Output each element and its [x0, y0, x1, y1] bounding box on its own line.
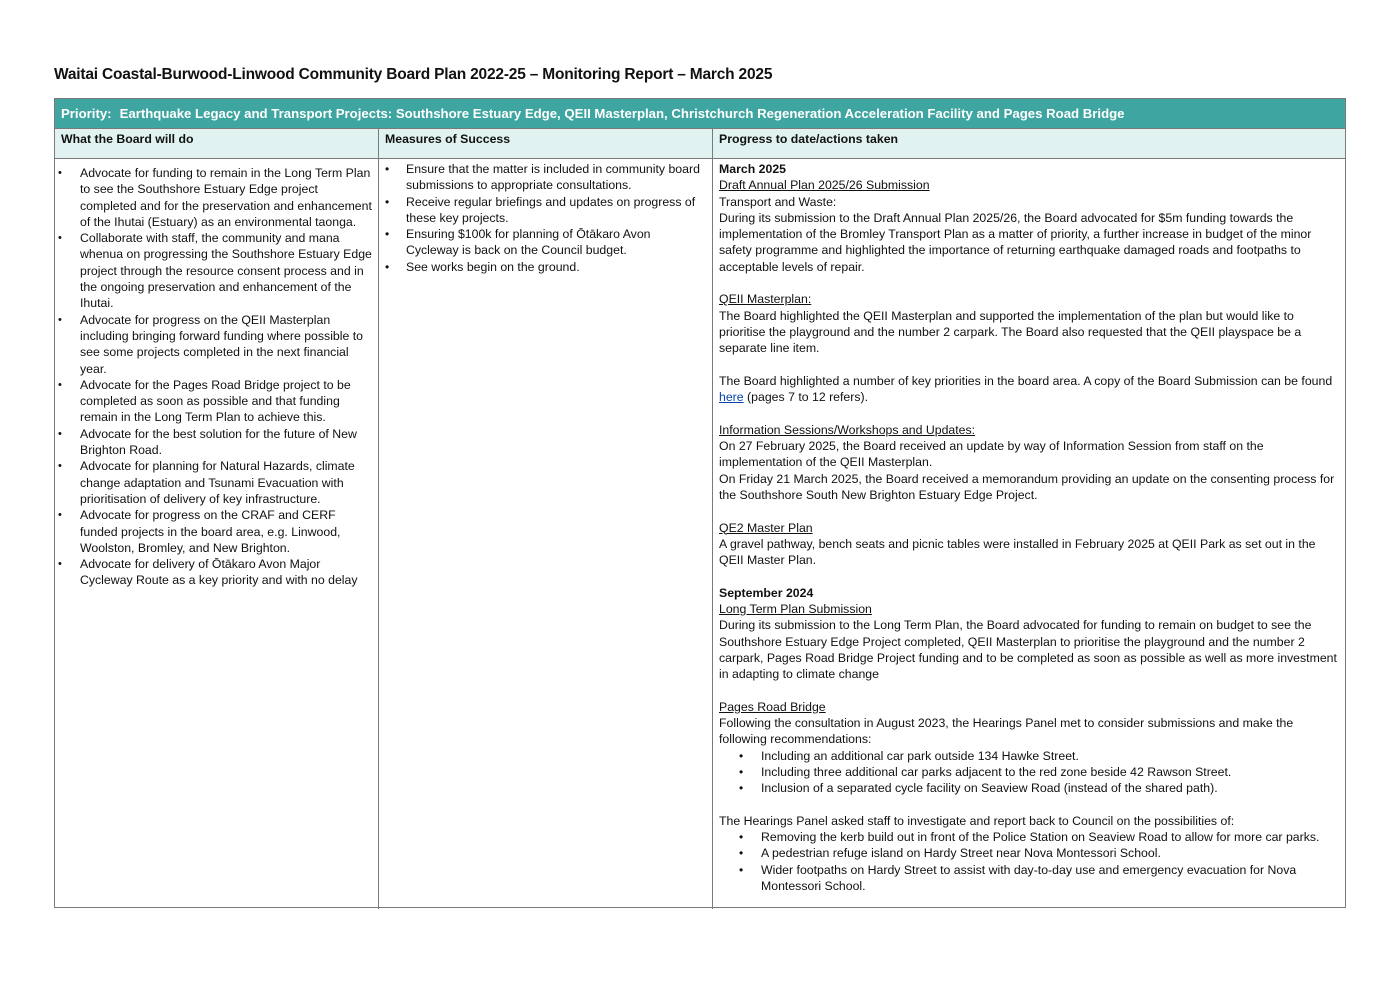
transport-label: Transport and Waste: — [719, 194, 837, 209]
measures-list — [379, 159, 712, 275]
list-item: • Ensure that the matter is included in community board submissions to appropriate consultations. — [379, 161, 706, 194]
list-item: • A pedestrian refuge island on Hardy Street near Nova Montessori School. — [719, 845, 1339, 861]
march-2025-heading: March 2025 — [719, 162, 786, 176]
page-title: Waitai Coastal-Burwood-Linwood Community Board Plan 2022-25 – Monitoring Report – March 2025 — [54, 66, 773, 83]
priority-label: Priority: — [61, 105, 112, 121]
draft-annual-plan-heading: Draft Annual Plan 2025/26 Submission — [719, 178, 930, 193]
pages-ref: (pages 7 to 12 refers). — [747, 390, 869, 405]
recommendations-list — [719, 748, 1339, 797]
priority-banner — [55, 99, 1345, 129]
info-text-1: On 27 February 2025, the Board received an update by way of Information Session from staff on the implementation of the QEII Masterplan. — [719, 439, 1264, 470]
table-header-row — [55, 129, 1345, 159]
priorities-text: The Board highlighted a number of key priorities in the board area. A copy of the Board Submission can be found — [719, 373, 1333, 388]
ltp-text: During its submission to the Long Term Plan, the Board advocated for funding to remain on budget to see the Southshore Estuary Edge Project completed, QEII Masterplan to prioritise the playground and the number 2 carpark, Pages Road Bridge Project funding and to be completed as soon as possible as well as more investment in adapting to climate change — [719, 618, 1337, 682]
info-text-2: On Friday 21 March 2025, the Board received a memorandum providing an update on the consenting process for the Southshore South New Brighton Estuary Edge Project. — [719, 471, 1335, 502]
list-item: • Collaborate with staff, the community and mana whenua on progressing the Southshore Estuary Edge project through the resource consent process and in the ongoing preservation and enhancement of the Ihutai. — [55, 230, 372, 311]
list-item: • Including three additional car parks adjacent to the red zone beside 42 Rawson Street. — [719, 764, 1339, 780]
table-body-row — [55, 159, 1345, 909]
list-item: • Removing the kerb build out in front of the Police Station on Seaview Road to allow for more car parks. — [719, 829, 1339, 845]
list-item: • Wider footpaths on Hardy Street to assist with day-to-day use and emergency evacuation for Nova Montessori School. — [719, 862, 1339, 895]
qe2-master-plan-heading: QE2 Master Plan — [719, 520, 813, 535]
priorities-paragraph — [719, 373, 1339, 406]
priority-text: Earthquake Legacy and Transport Projects: Southshore Estuary Edge, QEII Masterplan, Christchurch Regeneration Acceleration Facility and Pages Road Bridge — [119, 105, 1125, 121]
qeii-heading: QEII Masterplan: — [719, 292, 812, 307]
progress-cell — [713, 159, 1345, 909]
list-item: • See works begin on the ground. — [379, 259, 706, 275]
list-item: • Advocate for the best solution for the future of New Brighton Road. — [55, 426, 372, 459]
ltp-heading: Long Term Plan Submission — [719, 602, 872, 617]
qe2-text: A gravel pathway, bench seats and picnic tables were installed in February 2025 at QEII Park as set out in the QEII Master Plan. — [719, 536, 1316, 568]
pages-road-bridge-heading: Pages Road Bridge — [719, 699, 826, 714]
qeii-text: The Board highlighted the QEII Masterplan and supported the implementation of the plan but would like to prioritise the playground and the number 2 carpark. The Board also requested that the QEII playspace be a separate line item. — [719, 308, 1302, 356]
list-item: • Including an additional car park outside 134 Hawke Street. — [719, 748, 1339, 764]
list-item: • Advocate for progress on the QEII Masterplan including bringing forward funding where possible to see some projects completed in the next financial year. — [55, 312, 372, 377]
here-link[interactable]: here — [719, 390, 744, 405]
what-board-will-do-cell — [55, 159, 379, 909]
measures-of-success-cell — [379, 159, 713, 909]
transport-text: During its submission to the Draft Annual Plan 2025/26, the Board advocated for $5m funding towards the implementation of the Bromley Transport Plan as a matter of priority, a further increase in budget of the minor safety programme and highlighted the importance of returning earthquake damaged roads and footpaths to acceptable levels of repair. — [719, 210, 1312, 274]
list-item: • Advocate for progress on the CRAF and CERF funded projects in the board area, e.g. Linwood, Woolston, Bromley, and New Brighton. — [55, 507, 372, 556]
panel-text: The Hearings Panel asked staff to investigate and report back to Council on the possibilities of: — [719, 813, 1235, 828]
header-progress: Progress to date/actions taken — [719, 132, 899, 146]
list-item: • Inclusion of a separated cycle facility on Seaview Road (instead of the shared path). — [719, 780, 1339, 796]
list-item: • Receive regular briefings and updates on progress of these key projects. — [379, 194, 706, 227]
plan-table — [54, 98, 1346, 908]
pages-road-bridge-text: Following the consultation in August 2023, the Hearings Panel met to consider submissions and make the following recommendations: — [719, 716, 1294, 747]
possibilities-list — [719, 829, 1339, 894]
list-item: • Advocate for planning for Natural Hazards, climate change adaptation and Tsunami Evacuation with prioritisation of delivery of key infrastructure. — [55, 458, 372, 507]
actions-list — [55, 159, 378, 589]
header-what-board-will-do: What the Board will do — [55, 129, 379, 158]
september-2024-heading: September 2024 — [719, 585, 814, 600]
info-sessions-heading: Information Sessions/Workshops and Updates: — [719, 422, 976, 437]
list-item: • Advocate for the Pages Road Bridge project to be completed as soon as possible and that funding remain in the Long Term Plan to achieve this. — [55, 377, 372, 426]
list-item: • Advocate for delivery of Ōtākaro Avon Major Cycleway Route as a key priority and with no delay — [55, 556, 372, 589]
list-item: • Ensuring $100k for planning of Ōtākaro Avon Cycleway is back on the Council budget. — [379, 226, 706, 259]
header-measures-of-success: Measures of Success — [379, 129, 713, 158]
list-item: • Advocate for funding to remain in the Long Term Plan to see the Southshore Estuary Edge project completed and for the preservation and enhancement of the Ihutai (Estuary) as an environmental taonga. — [55, 165, 372, 230]
